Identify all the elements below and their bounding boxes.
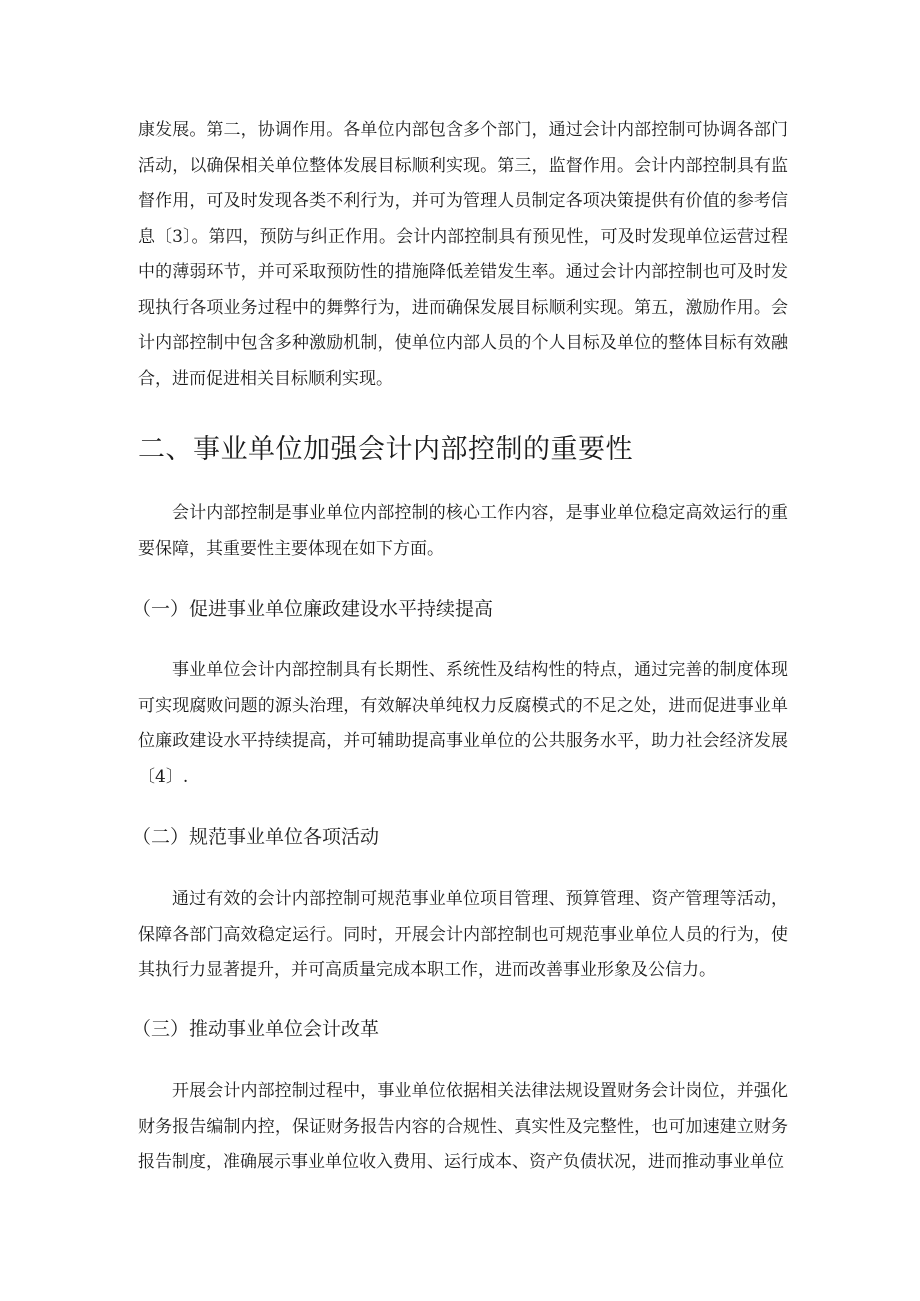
section-heading: 二、事业单位加强会计内部控制的重要性 bbox=[138, 434, 633, 465]
subsection-heading-3: （三）推动事业单位会计改革 bbox=[132, 1018, 380, 1040]
subsection-body-2: 通过有效的会计内部控制可规范事业单位项目管理、预算管理、资产管理等活动，保障各部门高效稳定运行。同时，开展会计内部控制也可规范事业单位人员的行为，使其执行力显著提升，并可高质量完成本职工作，进而改善事业形象及公信力。 bbox=[138, 889, 788, 980]
subsection-heading-1: （一）促进事业单位廉政建设水平持续提高 bbox=[132, 598, 494, 620]
subsection-heading-2: （二）规范事业单位各项活动 bbox=[132, 826, 380, 848]
intro-paragraph: 康发展。第二，协调作用。各单位内部包含多个部门，通过会计内部控制可协调各部门活动，以确保相关单位整体发展目标顺利实现。第三，监督作用。会计内部控制具有监督作用，可及时发现各类不利行为，并可为管理人员制定各项决策提供有价值的参考信息〔3〕。第四，预防与纠正作用。会计内部控制具有预见性，可及时发现单位运营过程中的薄弱环节，并可采取预防性的措施降低差错发生率。通过会计内部控制也可及时发现执行各项业务过程中的舞弊行为，进而确保发展目标顺利实现。第五，激励作用。会计内部控制中包含多种激励机制，使单位内部人员的个人目标及单位的整体目标有效融合，进而促进相关目标顺利实现。 bbox=[138, 120, 788, 389]
subsection-body-3: 开展会计内部控制过程中，事业单位依据相关法律法规设置财务会计岗位，并强化财务报告编制内控，保证财务报告内容的合规性、真实性及完整性，也可加速建立财务报告制度，准确展示事业单位收入费用、运行成本、资产负债状况，进而推动事业单位 bbox=[138, 1081, 788, 1172]
subsection-body-1: 事业单位会计内部控制具有长期性、系统性及结构性的特点，通过完善的制度体现可实现腐败问题的源头治理，有效解决单纯权力反腐模式的不足之处，进而促进事业单位廉政建设水平持续提高，并可辅助提高事业单位的公共服务水平，助力社会经济发展〔4〕. bbox=[138, 660, 788, 787]
section-intro-paragraph: 会计内部控制是事业单位内部控制的核心工作内容，是事业单位稳定高效运行的重要保障，其重要性主要体现在如下方面。 bbox=[138, 503, 788, 559]
